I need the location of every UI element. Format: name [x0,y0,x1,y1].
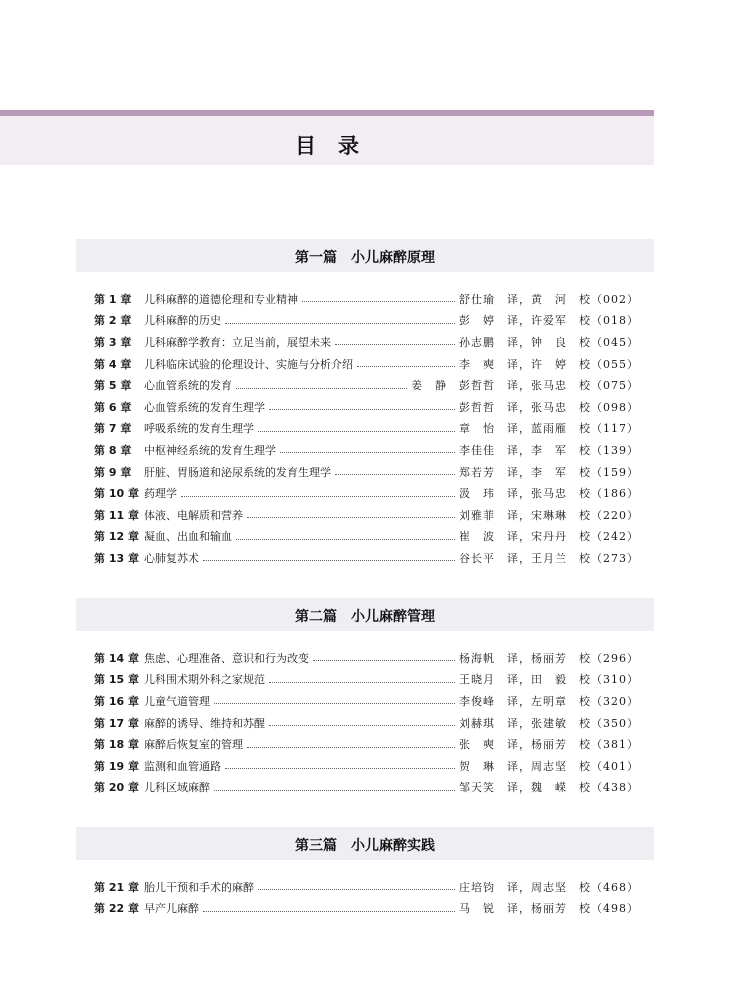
chapter-number: 第 7 章 [94,422,132,436]
chapter-title: 呼吸系统的发育生理学 [144,422,254,436]
toc-title-banner [0,110,654,165]
part-1-name: 小儿麻醉原理 [351,250,435,266]
chapter-title: 胎儿干预和手术的麻醉 [144,880,254,894]
chapter-title: 早产儿麻醉 [144,902,199,916]
chapter-number: 第 2 章 [94,314,132,328]
toc-entry[interactable] [94,876,639,898]
chapter-number: 第 13 章 [94,551,139,565]
translator-reviewer-page: 贺 琳 译，周志坚 校（401） [459,759,639,773]
part-1-title [76,247,654,267]
dot-leader [357,366,455,367]
dot-leader [214,703,455,704]
toc-entry[interactable] [94,482,639,504]
part-2-prefix: 第二篇 [295,609,337,625]
toc-entry[interactable] [94,331,639,353]
part-1-chapter-list [94,288,639,569]
chapter-number: 第 8 章 [94,443,132,457]
chapter-title: 儿科临床试验的伦理设计、实施与分析介绍 [144,357,353,371]
toc-entry[interactable] [94,396,639,418]
toc-entry[interactable] [94,310,639,332]
toc-entry[interactable] [94,547,639,569]
chapter-number: 第 10 章 [94,487,139,501]
dot-leader [203,911,455,912]
part-2-name: 小儿麻醉管理 [351,609,435,625]
chapter-number: 第 9 章 [94,465,132,479]
toc-entry[interactable] [94,504,639,526]
part-3-chapter-list [94,876,639,919]
dot-leader [247,747,455,748]
chapter-title: 肝脏、胃肠道和泌尿系统的发育生理学 [144,465,331,479]
chapter-title: 心血管系统的发育 [144,379,232,393]
chapter-number: 第 19 章 [94,759,139,773]
toc-entry[interactable] [94,288,639,310]
chapter-number: 第 3 章 [94,335,132,349]
chapter-title: 儿科麻醉学教育：立足当前，展望未来 [144,335,331,349]
translator-reviewer-page: 李佳佳 译，李 军 校（139） [459,443,639,457]
chapter-title: 心血管系统的发育生理学 [144,400,265,414]
chapter-number: 第 17 章 [94,716,139,730]
translator-reviewer-page: 王晓月 译，田 毅 校（310） [459,673,639,687]
chapter-title: 凝血、出血和输血 [144,530,232,544]
part-2-chapter-list [94,647,639,798]
chapter-number: 第 6 章 [94,400,132,414]
chapter-number: 第 5 章 [94,379,132,393]
translator-reviewer-page: 章 怡 译，蓝雨雁 校（117） [459,422,639,436]
toc-entry[interactable] [94,526,639,548]
part-3-title [76,835,654,855]
chapter-title: 焦虑、心理准备、意识和行为改变 [144,651,309,665]
chapter-title: 儿科区域麻醉 [144,781,210,795]
toc-entry[interactable] [94,898,639,920]
dot-leader [335,344,455,345]
dot-leader [214,790,455,791]
chapter-title: 儿科麻醉的道德伦理和专业精神 [144,292,298,306]
dot-leader [258,889,455,890]
translator-reviewer-page: 李俊峰 译，左明章 校（320） [459,694,639,708]
part-2-title [76,606,654,626]
chapter-number: 第 11 章 [94,508,139,522]
translator-reviewer-page: 郑若芳 译，李 军 校（159） [459,465,639,479]
dot-leader [203,560,455,561]
chapter-title: 药理学 [144,487,177,501]
dot-leader [313,660,455,661]
translator-reviewer-page: 舒仕瑜 译，黄 河 校（002） [459,292,639,306]
dot-leader [302,301,455,302]
part-3-name: 小儿麻醉实践 [351,838,435,854]
dot-leader [269,725,455,726]
part-2-banner [76,598,654,631]
translator-reviewer-page: 邹天笑 译，魏 嵘 校（438） [459,781,639,795]
chapter-title: 儿科围术期外科之家规范 [144,673,265,687]
dot-leader [269,682,455,683]
translator-reviewer-page: 孙志鹏 译，钟 良 校（045） [459,335,639,349]
dot-leader [258,431,455,432]
chapter-number: 第 16 章 [94,694,139,708]
part-1-prefix: 第一篇 [295,250,337,266]
toc-entry[interactable] [94,647,639,669]
translator-reviewer-page: 谷长平 译，王月兰 校（273） [459,551,639,565]
chapter-title: 麻醉的诱导、维持和苏醒 [144,716,265,730]
toc-entry[interactable] [94,374,639,396]
chapter-number: 第 21 章 [94,880,139,894]
translator-reviewer-page: 杨海帆 译，杨丽芳 校（296） [459,651,639,665]
part-1-banner [76,239,654,272]
toc-entry[interactable] [94,690,639,712]
translator-reviewer-page: 刘雅菲 译，宋琳琳 校（220） [459,508,639,522]
translator-reviewer-page: 崔 波 译，宋丹丹 校（242） [459,530,639,544]
translator-reviewer-page: 庄培钧 译，周志坚 校（468） [459,880,639,894]
toc-entry[interactable] [94,712,639,734]
dot-leader [335,474,455,475]
dot-leader [280,452,455,453]
toc-entry[interactable] [94,755,639,777]
chapter-title: 心肺复苏术 [144,551,199,565]
translator-reviewer-page: 张 奭 译，杨丽芳 校（381） [459,738,639,752]
chapter-number: 第 22 章 [94,902,139,916]
toc-entry[interactable] [94,439,639,461]
translator-reviewer-page: 李 奭 译，许 婷 校（055） [459,357,639,371]
chapter-number: 第 18 章 [94,738,139,752]
chapter-number: 第 15 章 [94,673,139,687]
chapter-title: 儿童气道管理 [144,694,210,708]
chapter-title: 中枢神经系统的发育生理学 [144,443,276,457]
chapter-title: 儿科麻醉的历史 [144,314,221,328]
toc-entry[interactable] [94,669,639,691]
part-3-banner [76,827,654,860]
part-3-prefix: 第三篇 [295,838,337,854]
translator-reviewer-page: 马 锐 译，杨丽芳 校（498） [459,902,639,916]
toc-entry[interactable] [94,418,639,440]
dot-leader [247,517,455,518]
chapter-number: 第 14 章 [94,651,139,665]
chapter-number: 第 12 章 [94,530,139,544]
toc-entry[interactable] [94,733,639,755]
translator-reviewer-page: 刘赫琪 译，张建敏 校（350） [459,716,639,730]
chapter-number: 第 1 章 [94,292,132,306]
dot-leader [236,539,455,540]
chapter-number: 第 4 章 [94,357,132,371]
toc-entry[interactable] [94,353,639,375]
translator-reviewer-page: 姜 静 彭哲哲 译，张马忠 校（075） [411,379,639,393]
translator-reviewer-page: 汲 玮 译，张马忠 校（186） [459,487,639,501]
translator-reviewer-page: 彭 婷 译，许爱军 校（018） [459,314,639,328]
translator-reviewer-page: 彭哲哲 译，张马忠 校（098） [459,400,639,414]
chapter-title: 体液、电解质和营养 [144,508,243,522]
toc-entry[interactable] [94,461,639,483]
dot-leader [269,409,455,410]
chapter-number: 第 20 章 [94,781,139,795]
toc-entry[interactable] [94,777,639,799]
dot-leader [225,323,455,324]
chapter-title: 麻醉后恢复室的管理 [144,738,243,752]
dot-leader [181,496,455,497]
dot-leader [225,768,455,769]
dot-leader [236,388,407,389]
page-title: 目录 [295,134,381,158]
chapter-title: 监测和血管通路 [144,759,221,773]
